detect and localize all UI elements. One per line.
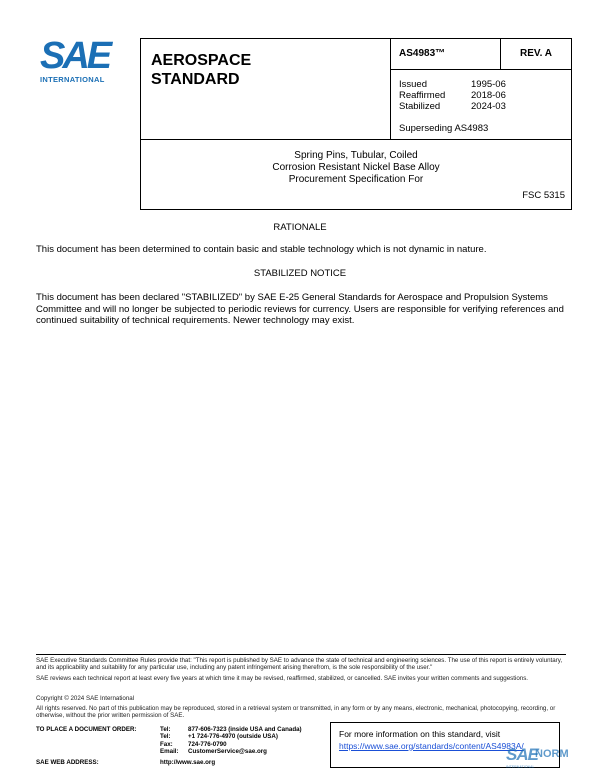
order-label: TO PLACE A DOCUMENT ORDER: — [36, 726, 137, 733]
stabilized-text: This document has been declared "STABILIZED" by SAE E-25 General Standards for Aerospace and Propulsion Systems Committee and will no longer be subjected to periodic reviews for currency. Users are responsible for verifying references and continued suitability of technical requirements. Newer technology may exist. — [36, 292, 564, 326]
contact-value: 724-776-0790 — [188, 740, 227, 748]
document-type-line2: STANDARD — [151, 71, 240, 88]
subject-title — [141, 150, 571, 186]
subject-line: Spring Pins, Tubular, Coiled — [294, 150, 418, 161]
watermark-mark: SAE — [506, 745, 538, 764]
contact-key: Tel: — [160, 726, 171, 733]
superseding-note: Superseding AS4983 — [399, 123, 489, 134]
date-value: 2024-03 — [471, 101, 506, 112]
date-label: Stabilized — [399, 101, 441, 112]
rationale-text: This document has been determined to contain basic and stable technology which is not dynamic in nature. — [36, 244, 487, 255]
date-row — [399, 90, 506, 101]
contact-value[interactable]: CustomerService@sae.org — [188, 748, 267, 756]
standard-url-link[interactable]: https://www.sae.org/standards/content/AS4983A/ — [339, 741, 524, 751]
date-row — [399, 79, 506, 90]
header-box — [140, 38, 572, 210]
contact-row — [160, 748, 330, 755]
subject-line: Corrosion Resistant Nickel Base Alloy — [272, 162, 440, 173]
contact-value: +1 724-776-4970 (outside USA) — [188, 733, 278, 741]
contact-list — [160, 726, 330, 756]
date-value: 1995-06 — [471, 79, 506, 90]
sae-norm-watermark — [506, 745, 576, 771]
contact-key: Tel: — [160, 733, 171, 741]
web-address-label: SAE WEB ADDRESS: — [36, 759, 99, 766]
date-row — [399, 101, 506, 112]
date-table — [399, 79, 506, 112]
rights-text: All rights reserved. No part of this publication may be reproduced, stored in a retrieval system or transmitted, in any form or by any means, electronic, mechanical, photocopying, recording, or otherwise, without the prior written permission of SAE. — [36, 705, 556, 720]
contact-value: 877-606-7323 (inside USA and Canada) — [188, 726, 302, 733]
date-value: 2018-06 — [471, 90, 506, 101]
footer-divider — [36, 654, 566, 655]
fsc-code: FSC 5315 — [522, 190, 565, 201]
logo-mark: SAE — [40, 35, 110, 77]
stabilized-heading: STABILIZED NOTICE — [253, 268, 347, 279]
logo-subtitle: INTERNATIONAL — [40, 75, 105, 84]
contact-row — [160, 726, 330, 733]
contact-key: Fax: — [160, 740, 173, 748]
watermark-sub: INTERNATIONAL — [506, 765, 535, 769]
document-meta — [391, 39, 571, 139]
date-label: Issued — [399, 79, 427, 90]
copyright-text: Copyright © 2024 SAE International — [36, 695, 135, 702]
document-type — [141, 39, 391, 139]
contact-row — [160, 741, 330, 748]
contact-key: Email: — [160, 748, 179, 756]
subject-line: Procurement Specification For — [288, 174, 424, 185]
rationale-heading: RATIONALE — [273, 222, 327, 233]
watermark-word: NORM — [535, 748, 569, 760]
document-number: AS4983™ — [391, 39, 501, 70]
sae-logo — [40, 36, 120, 88]
review-text: SAE reviews each technical report at least every five years at which time it may be revised, reaffirmed, stabilized, or cancelled. SAE invites your written comments and suggestions. — [36, 675, 529, 682]
rules-text: SAE Executive Standards Committee Rules provide that: "This report is published by SAE to advance the state of technical and engineering sciences. The use of this report is entirely voluntary, and its applicability and suitability for any particular use, including any patent infringement arising therefrom, is the sole responsibility of the user." — [36, 657, 563, 672]
document-type-line1: AEROSPACE — [151, 52, 252, 69]
subject-block — [141, 139, 571, 209]
revision-label: REV. A — [501, 39, 571, 70]
info-title: For more information on this standard, visit — [339, 729, 501, 739]
web-address-link[interactable]: http://www.sae.org — [160, 759, 216, 766]
date-label: Reaffirmed — [399, 90, 446, 101]
contact-row — [160, 733, 330, 740]
